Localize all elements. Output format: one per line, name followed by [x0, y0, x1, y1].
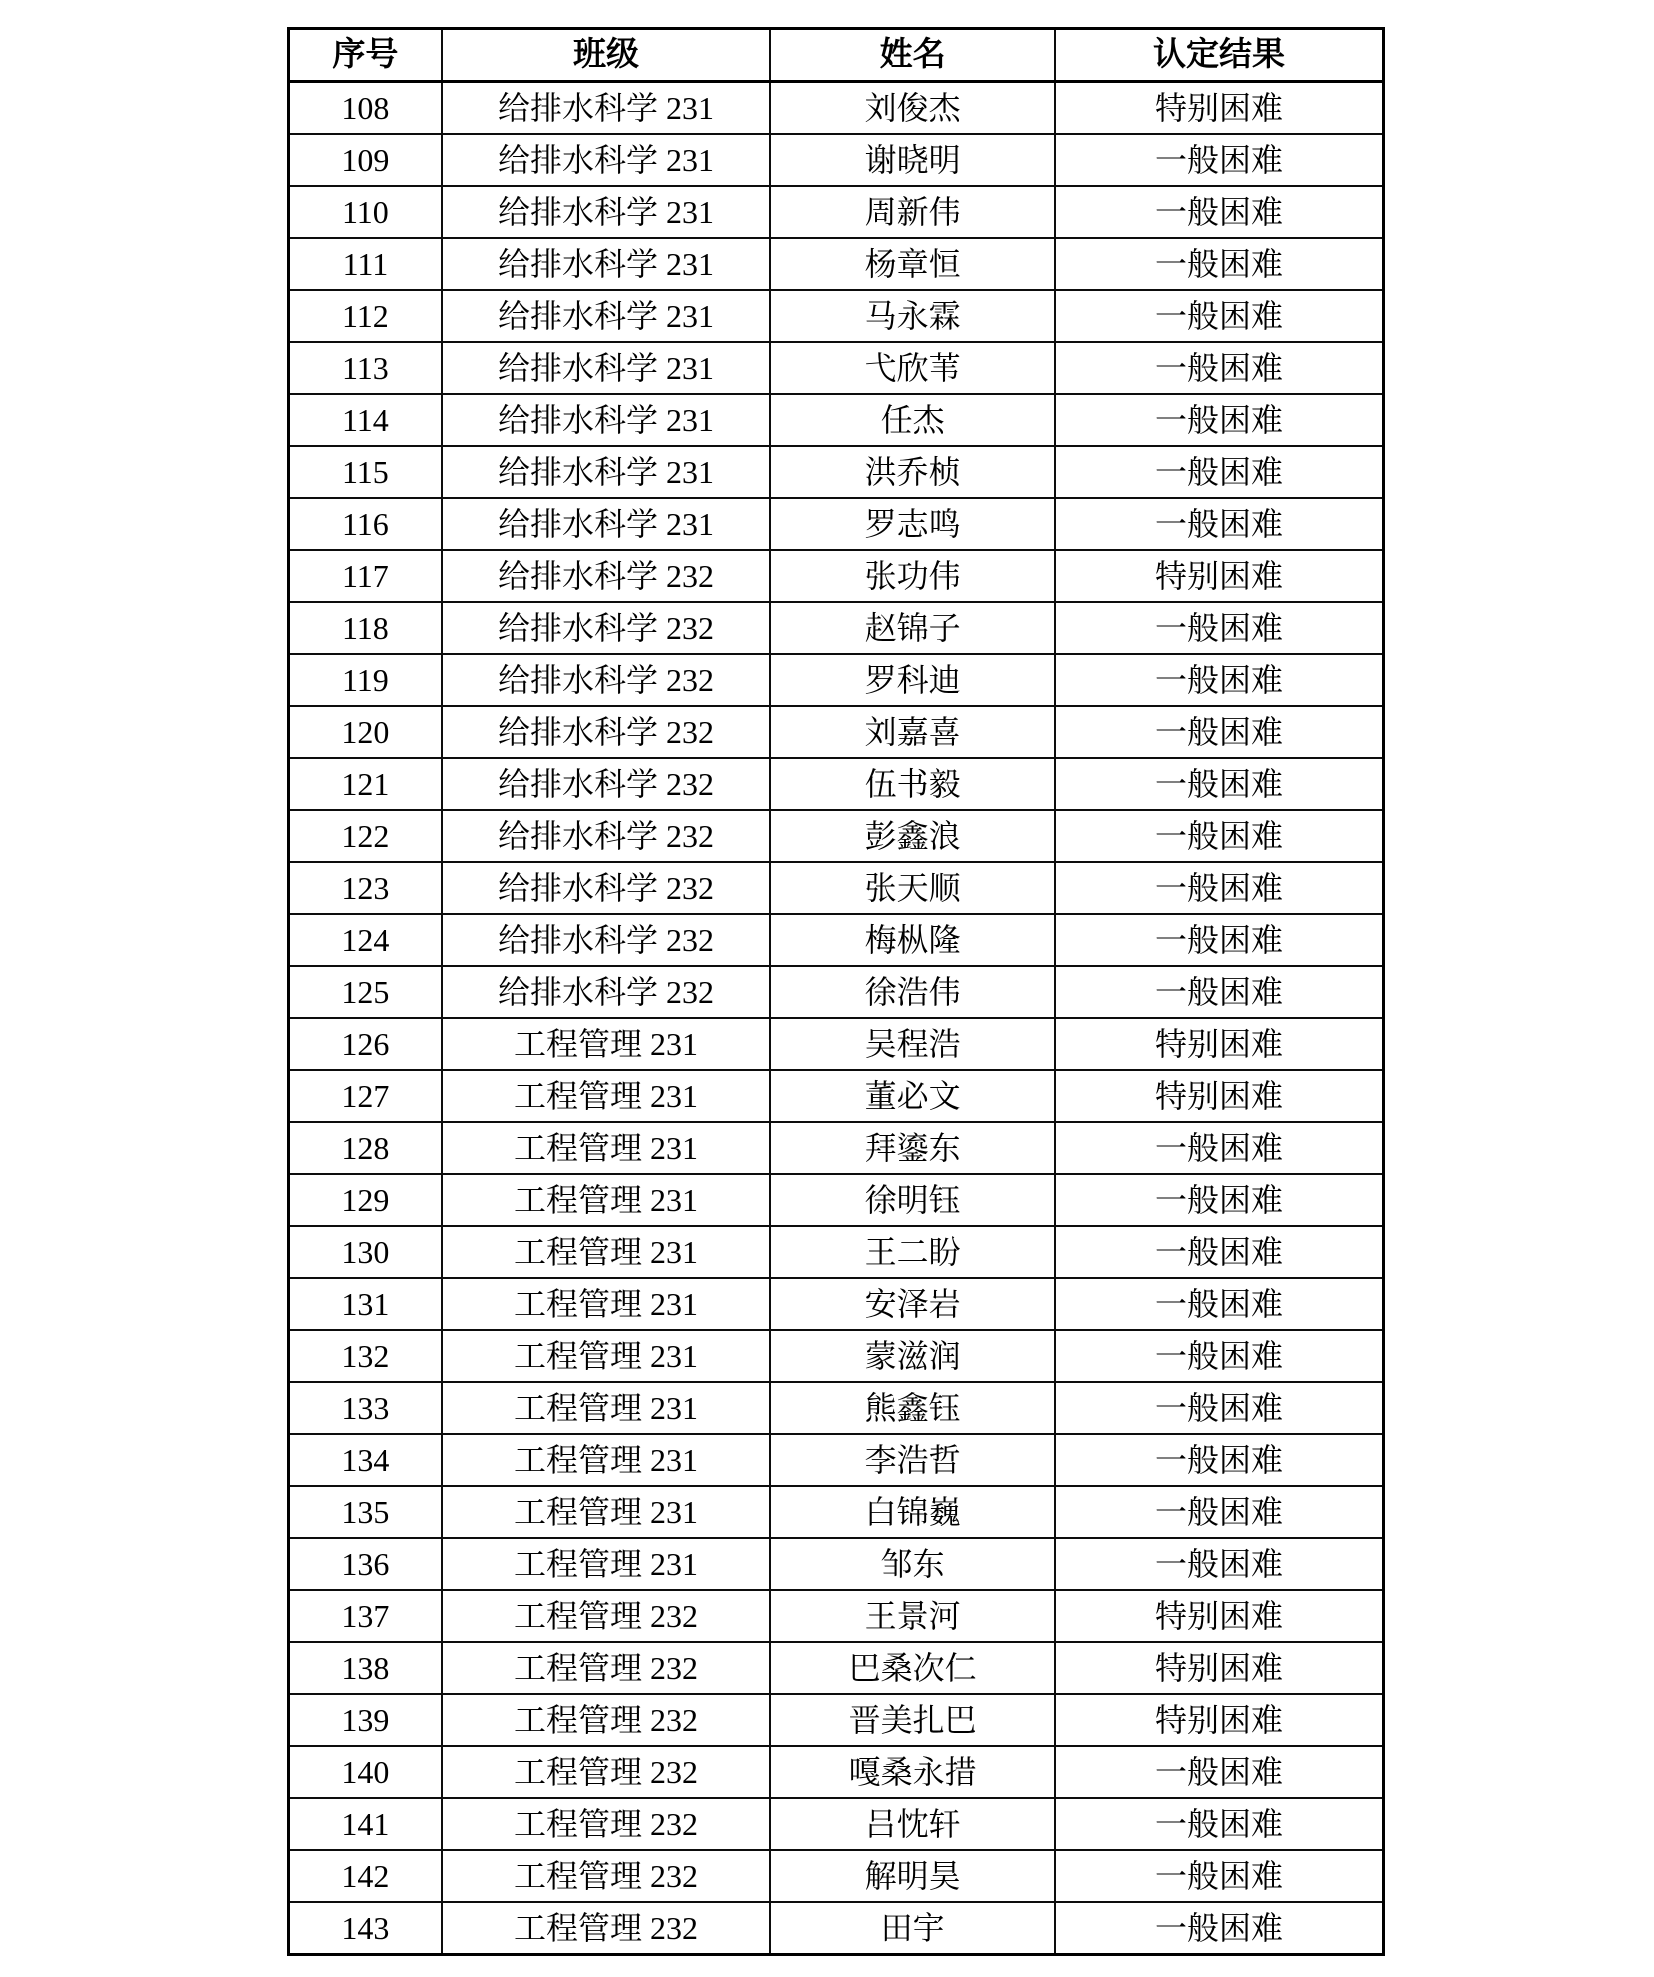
- cell-class: 工程管理 232: [442, 1746, 771, 1798]
- cell-index: 133: [289, 1382, 442, 1434]
- table-row: [289, 550, 1384, 602]
- table-row: [289, 1746, 1384, 1798]
- cell-index: 114: [289, 394, 442, 446]
- table-row: [289, 1122, 1384, 1174]
- cell-index: 132: [289, 1330, 442, 1382]
- table-row: [289, 602, 1384, 654]
- cell-name: 徐浩伟: [770, 966, 1055, 1018]
- header-row: [289, 29, 1384, 82]
- cell-class: 给排水科学 231: [442, 134, 771, 186]
- cell-name: 张功伟: [770, 550, 1055, 602]
- cell-index: 136: [289, 1538, 442, 1590]
- table-row: [289, 706, 1384, 758]
- cell-index: 123: [289, 862, 442, 914]
- table-row: [289, 654, 1384, 706]
- cell-name: 晋美扎巴: [770, 1694, 1055, 1746]
- header-cell-name: 姓名: [770, 29, 1055, 82]
- table-body: [289, 82, 1384, 1955]
- cell-index: 121: [289, 758, 442, 810]
- cell-class: 给排水科学 231: [442, 394, 771, 446]
- cell-result: 特别困难: [1055, 1018, 1384, 1070]
- cell-index: 122: [289, 810, 442, 862]
- cell-index: 131: [289, 1278, 442, 1330]
- cell-result: 一般困难: [1055, 1486, 1384, 1538]
- cell-result: 一般困难: [1055, 238, 1384, 290]
- table-row: [289, 446, 1384, 498]
- cell-result: 一般困难: [1055, 862, 1384, 914]
- cell-class: 工程管理 231: [442, 1538, 771, 1590]
- cell-class: 给排水科学 231: [442, 446, 771, 498]
- table-row: [289, 1486, 1384, 1538]
- cell-index: 111: [289, 238, 442, 290]
- cell-name: 马永霖: [770, 290, 1055, 342]
- cell-name: 赵锦子: [770, 602, 1055, 654]
- cell-name: 解明昊: [770, 1850, 1055, 1902]
- table-row: [289, 1798, 1384, 1850]
- cell-index: 117: [289, 550, 442, 602]
- cell-result: 一般困难: [1055, 1382, 1384, 1434]
- cell-class: 工程管理 232: [442, 1850, 771, 1902]
- cell-class: 工程管理 231: [442, 1278, 771, 1330]
- table-row: [289, 966, 1384, 1018]
- cell-name: 吕忱轩: [770, 1798, 1055, 1850]
- cell-index: 126: [289, 1018, 442, 1070]
- table-row: [289, 1382, 1384, 1434]
- table-header: [289, 29, 1384, 82]
- cell-name: 刘嘉喜: [770, 706, 1055, 758]
- cell-name: 徐明钰: [770, 1174, 1055, 1226]
- cell-result: 一般困难: [1055, 290, 1384, 342]
- cell-class: 给排水科学 231: [442, 342, 771, 394]
- table-row: [289, 1538, 1384, 1590]
- table-row: [289, 1902, 1384, 1955]
- cell-result: 一般困难: [1055, 654, 1384, 706]
- cell-result: 一般困难: [1055, 1538, 1384, 1590]
- cell-result: 一般困难: [1055, 758, 1384, 810]
- cell-result: 一般困难: [1055, 1174, 1384, 1226]
- cell-class: 给排水科学 232: [442, 550, 771, 602]
- cell-class: 工程管理 232: [442, 1798, 771, 1850]
- cell-class: 工程管理 231: [442, 1434, 771, 1486]
- cell-result: 一般困难: [1055, 1278, 1384, 1330]
- cell-class: 工程管理 231: [442, 1226, 771, 1278]
- cell-result: 一般困难: [1055, 394, 1384, 446]
- cell-result: 一般困难: [1055, 1850, 1384, 1902]
- cell-index: 141: [289, 1798, 442, 1850]
- cell-class: 给排水科学 232: [442, 706, 771, 758]
- cell-index: 125: [289, 966, 442, 1018]
- cell-class: 工程管理 232: [442, 1590, 771, 1642]
- cell-index: 112: [289, 290, 442, 342]
- table-row: [289, 290, 1384, 342]
- table-row: [289, 1174, 1384, 1226]
- student-aid-table: [287, 27, 1385, 1956]
- cell-index: 134: [289, 1434, 442, 1486]
- cell-index: 139: [289, 1694, 442, 1746]
- cell-class: 给排水科学 231: [442, 82, 771, 135]
- cell-index: 137: [289, 1590, 442, 1642]
- cell-class: 给排水科学 231: [442, 290, 771, 342]
- cell-index: 140: [289, 1746, 442, 1798]
- cell-result: 特别困难: [1055, 1642, 1384, 1694]
- cell-index: 110: [289, 186, 442, 238]
- table-row: [289, 1694, 1384, 1746]
- cell-result: 特别困难: [1055, 1590, 1384, 1642]
- cell-result: 特别困难: [1055, 1070, 1384, 1122]
- table-row: [289, 1018, 1384, 1070]
- cell-name: 任杰: [770, 394, 1055, 446]
- cell-class: 给排水科学 231: [442, 186, 771, 238]
- cell-class: 给排水科学 231: [442, 498, 771, 550]
- cell-index: 108: [289, 82, 442, 135]
- table-row: [289, 186, 1384, 238]
- cell-result: 一般困难: [1055, 498, 1384, 550]
- cell-index: 130: [289, 1226, 442, 1278]
- cell-name: 安泽岩: [770, 1278, 1055, 1330]
- cell-name: 董必文: [770, 1070, 1055, 1122]
- cell-result: 一般困难: [1055, 446, 1384, 498]
- cell-class: 工程管理 232: [442, 1694, 771, 1746]
- cell-index: 109: [289, 134, 442, 186]
- cell-class: 工程管理 232: [442, 1902, 771, 1955]
- table-row: [289, 394, 1384, 446]
- cell-name: 嘎桑永措: [770, 1746, 1055, 1798]
- cell-name: 吴程浩: [770, 1018, 1055, 1070]
- cell-name: 白锦巍: [770, 1486, 1055, 1538]
- cell-name: 罗科迪: [770, 654, 1055, 706]
- cell-name: 熊鑫钰: [770, 1382, 1055, 1434]
- cell-class: 工程管理 231: [442, 1382, 771, 1434]
- cell-result: 一般困难: [1055, 1122, 1384, 1174]
- cell-name: 罗志鸣: [770, 498, 1055, 550]
- cell-name: 巴桑次仁: [770, 1642, 1055, 1694]
- cell-name: 彭鑫浪: [770, 810, 1055, 862]
- cell-name: 王景河: [770, 1590, 1055, 1642]
- cell-name: 拜鎏东: [770, 1122, 1055, 1174]
- cell-name: 刘俊杰: [770, 82, 1055, 135]
- cell-result: 一般困难: [1055, 966, 1384, 1018]
- cell-class: 工程管理 231: [442, 1122, 771, 1174]
- cell-class: 工程管理 231: [442, 1070, 771, 1122]
- cell-result: 特别困难: [1055, 1694, 1384, 1746]
- cell-index: 129: [289, 1174, 442, 1226]
- table-row: [289, 810, 1384, 862]
- cell-name: 李浩哲: [770, 1434, 1055, 1486]
- cell-index: 138: [289, 1642, 442, 1694]
- cell-class: 给排水科学 232: [442, 862, 771, 914]
- table-row: [289, 758, 1384, 810]
- cell-class: 工程管理 231: [442, 1486, 771, 1538]
- table-row: [289, 1330, 1384, 1382]
- header-cell-class: 班级: [442, 29, 771, 82]
- header-cell-index: 序号: [289, 29, 442, 82]
- cell-name: 张天顺: [770, 862, 1055, 914]
- cell-name: 弋欣苇: [770, 342, 1055, 394]
- cell-index: 127: [289, 1070, 442, 1122]
- cell-index: 135: [289, 1486, 442, 1538]
- cell-result: 一般困难: [1055, 1226, 1384, 1278]
- table-row: [289, 914, 1384, 966]
- cell-index: 142: [289, 1850, 442, 1902]
- cell-result: 一般困难: [1055, 1330, 1384, 1382]
- cell-result: 一般困难: [1055, 1798, 1384, 1850]
- cell-result: 一般困难: [1055, 810, 1384, 862]
- cell-index: 128: [289, 1122, 442, 1174]
- cell-result: 特别困难: [1055, 82, 1384, 135]
- cell-name: 周新伟: [770, 186, 1055, 238]
- cell-name: 洪乔桢: [770, 446, 1055, 498]
- cell-result: 一般困难: [1055, 186, 1384, 238]
- table-row: [289, 1642, 1384, 1694]
- cell-class: 给排水科学 232: [442, 966, 771, 1018]
- cell-result: 一般困难: [1055, 1434, 1384, 1486]
- table-row: [289, 498, 1384, 550]
- table-row: [289, 1434, 1384, 1486]
- table-row: [289, 1850, 1384, 1902]
- table-row: [289, 1278, 1384, 1330]
- cell-result: 一般困难: [1055, 342, 1384, 394]
- table-row: [289, 342, 1384, 394]
- cell-result: 一般困难: [1055, 602, 1384, 654]
- cell-class: 给排水科学 232: [442, 758, 771, 810]
- cell-class: 工程管理 231: [442, 1330, 771, 1382]
- cell-result: 特别困难: [1055, 550, 1384, 602]
- cell-index: 115: [289, 446, 442, 498]
- cell-name: 蒙滋润: [770, 1330, 1055, 1382]
- table-row: [289, 238, 1384, 290]
- table-row: [289, 1070, 1384, 1122]
- cell-class: 工程管理 231: [442, 1018, 771, 1070]
- cell-class: 给排水科学 232: [442, 602, 771, 654]
- table-row: [289, 134, 1384, 186]
- table-row: [289, 862, 1384, 914]
- cell-index: 119: [289, 654, 442, 706]
- cell-class: 给排水科学 232: [442, 810, 771, 862]
- cell-name: 王二盼: [770, 1226, 1055, 1278]
- header-cell-result: 认定结果: [1055, 29, 1384, 82]
- cell-name: 伍书毅: [770, 758, 1055, 810]
- cell-index: 113: [289, 342, 442, 394]
- cell-name: 梅枞隆: [770, 914, 1055, 966]
- cell-index: 124: [289, 914, 442, 966]
- table-row: [289, 1226, 1384, 1278]
- table-row: [289, 82, 1384, 135]
- cell-index: 118: [289, 602, 442, 654]
- cell-name: 杨章恒: [770, 238, 1055, 290]
- cell-name: 谢晓明: [770, 134, 1055, 186]
- cell-class: 给排水科学 232: [442, 654, 771, 706]
- cell-class: 工程管理 231: [442, 1174, 771, 1226]
- cell-result: 一般困难: [1055, 1902, 1384, 1955]
- cell-result: 一般困难: [1055, 134, 1384, 186]
- cell-class: 给排水科学 232: [442, 914, 771, 966]
- cell-index: 116: [289, 498, 442, 550]
- cell-result: 一般困难: [1055, 914, 1384, 966]
- cell-index: 120: [289, 706, 442, 758]
- table-row: [289, 1590, 1384, 1642]
- cell-result: 一般困难: [1055, 1746, 1384, 1798]
- cell-class: 给排水科学 231: [442, 238, 771, 290]
- cell-class: 工程管理 232: [442, 1642, 771, 1694]
- cell-index: 143: [289, 1902, 442, 1955]
- cell-name: 邹东: [770, 1538, 1055, 1590]
- cell-result: 一般困难: [1055, 706, 1384, 758]
- cell-name: 田宇: [770, 1902, 1055, 1955]
